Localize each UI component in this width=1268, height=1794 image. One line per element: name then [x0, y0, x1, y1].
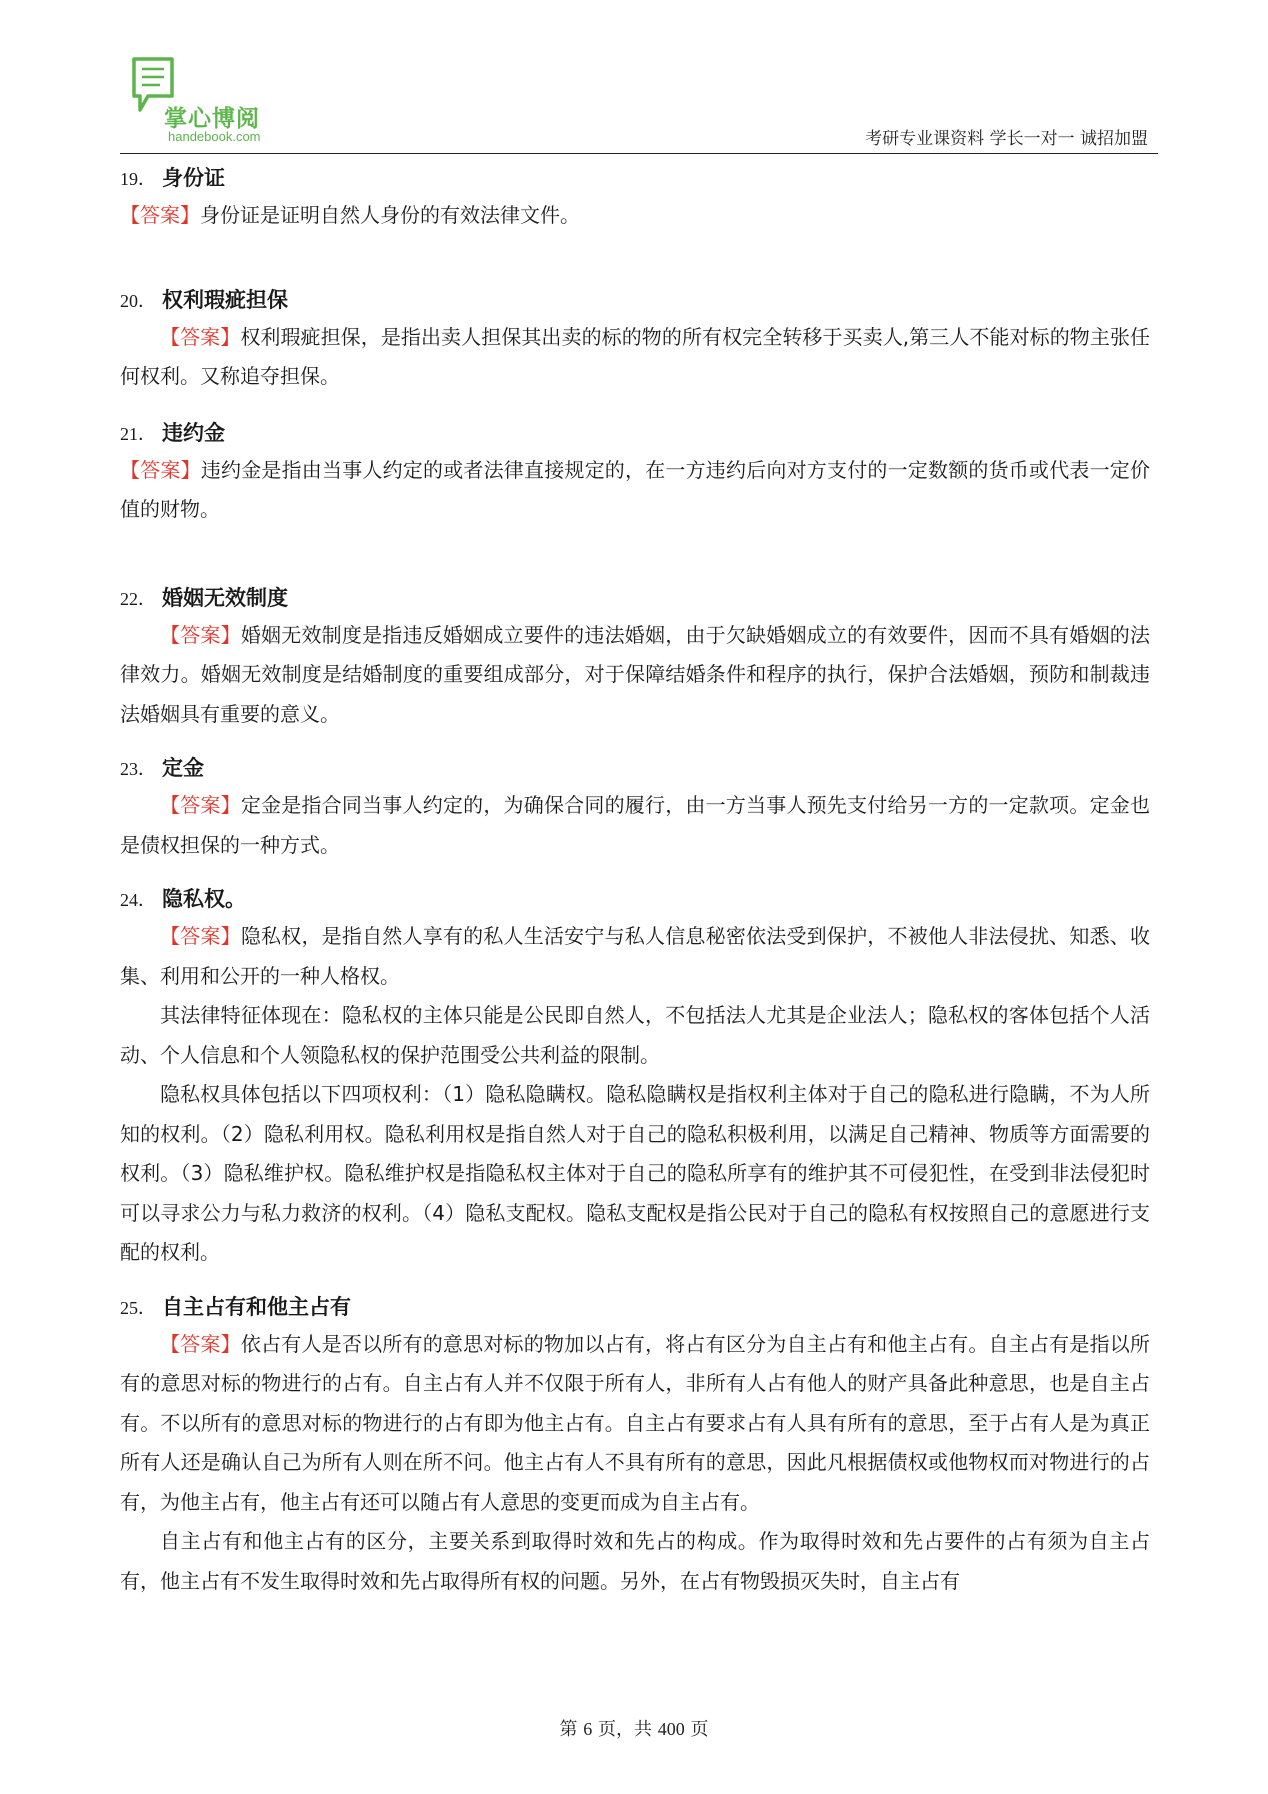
paragraph-text: 违约金是指由当事人约定的或者法律直接规定的，在一方违约后向对方支付的一定数额的货币或代表一定价值的财物。 [120, 457, 1151, 521]
entry-term: 违约金 [162, 420, 225, 445]
answer-label: 【答案】 [160, 1331, 241, 1356]
answer-label: 【答案】 [160, 793, 241, 817]
entry-20 [120, 282, 1150, 397]
body-paragraph: 自主占有和他主占有的区分，主要关系到取得时效和先占的构成。作为取得时效和先占要件的占有须为自主占有，他主占有不发生取得时效和先占取得所有权的问题。另外，在占有物毁损灭失时，自主占有 [120, 1529, 1150, 1593]
entry-19 [120, 160, 1150, 236]
paragraph-text: 隐私权，是指自然人享有的私人生活安宁与私人信息秘密依法受到保护，不被他人非法侵扰、知悉、收集、利用和公开的一种人格权。 [120, 924, 1151, 988]
paragraph-text: 婚姻无效制度是指违反婚姻成立要件的违法婚姻，由于欠缺婚姻成立的有效要件，因而不具有婚姻的法律效力。婚姻无效制度是结婚制度的重要组成部分，对于保障结婚条件和程序的执行，保护合法婚姻，预防和制裁违法婚姻具有重要的意义。 [120, 622, 1151, 726]
entry-21 [120, 415, 1150, 530]
paragraph-text: 权利瑕疵担保，是指出卖人担保其出卖的标的物的所有权完全转移于买卖人,第三人不能对标的物主张任何权利。又称追夺担保。 [120, 324, 1151, 388]
entry-number: 19． [120, 169, 156, 189]
body-paragraph: 其法律特征体现在：隐私权的主体只能是公民即自然人，不包括法人尤其是企业法人；隐私权的客体包括个人活动、个人信息和个人领隐私权的保护范围受公共利益的限制。 [120, 1003, 1150, 1067]
answer-paragraph [120, 451, 1150, 530]
entry-number: 21． [120, 423, 156, 444]
header-divider [120, 153, 1158, 154]
header-tagline: 考研专业课资料 学长一对一 诚招加盟 [865, 129, 1148, 149]
current-page-number: 6 [583, 1719, 593, 1739]
entry-number: 22． [120, 588, 156, 609]
entry-title [120, 282, 1150, 318]
entry-number: 20． [120, 290, 156, 311]
page-header [0, 0, 1268, 160]
body-paragraph: 隐私权具体包括以下四项权利：（1）隐私隐瞒权。隐私隐瞒权是指权利主体对于自己的隐私进行隐瞒，不为人所知的权利。（2）隐私利用权。隐私利用权是指自然人对于自己的隐私积极利用，以满足自己精神、物质等方面需要的权利。（3）隐私维护权。隐私维护权是指隐私权主体对于自己的隐私所享有的维护其不可侵犯性，在受到非法侵犯时可以寻求公力与私力救济的权利。（4）隐私支配权。隐私支配权是指公民对于自己的隐私有权按照自己的意愿进行支配的权利。 [120, 1082, 1150, 1264]
total-page-count: 400 [657, 1719, 685, 1739]
entry-number: 24． [120, 890, 156, 910]
logo [130, 56, 310, 146]
entry-title [120, 1289, 1150, 1325]
entry-24 [120, 881, 1150, 1273]
answer-label: 【答案】 [160, 924, 241, 948]
entry-title [120, 580, 1150, 616]
answer-label: 【答案】 [120, 457, 201, 482]
entry-term: 婚姻无效制度 [162, 585, 288, 610]
answer-paragraph [120, 917, 1150, 996]
logo-url: handebook.com [168, 129, 261, 144]
entry-25 [120, 1289, 1150, 1602]
paragraph-text: 身份证是证明自然人身份的有效法律文件。 [200, 203, 580, 227]
answer-paragraph [120, 786, 1150, 865]
entry-term: 权利瑕疵担保 [162, 287, 288, 312]
answer-label: 【答案】 [160, 324, 241, 349]
paragraph-text: 定金是指合同当事人约定的，为确保合同的履行，由一方当事人预先支付给另一方的一定款项。定金也是债权担保的一种方式。 [120, 793, 1151, 857]
entry-title [120, 160, 1150, 196]
answer-label: 【答案】 [120, 203, 200, 227]
logo-title: 掌心博阅 [164, 106, 260, 132]
entry-term: 身份证 [162, 166, 225, 190]
answer-paragraph [120, 1325, 1150, 1523]
paragraph-text: 依占有人是否以所有的意思对标的物加以占有，将占有区分为自主占有和他主占有。自主占有是指以所有的意思对标的物进行的占有。自主占有人并不仅限于所有人，非所有人占有他人的财产具备此种意思，也是自主占有。不以所有的意思对标的物进行的占有即为他主占有。自主占有要求占有人具有所有的意思，至于占有人是为真正所有人还是确认自己为所有人则在所不问。他主占有人不具有所有的意思，因此凡根据债权或他物权而对物进行的占有，为他主占有，他主占有还可以随占有人意思的变更而成为自主占有。 [120, 1331, 1151, 1514]
document-body [120, 160, 1150, 1601]
footer-middle: 页，共 [598, 1719, 652, 1740]
entry-number: 25． [120, 1297, 156, 1318]
entry-23 [120, 750, 1150, 865]
answer-paragraph [120, 318, 1150, 397]
entry-term: 定金 [162, 756, 204, 780]
answer-label: 【答案】 [160, 622, 241, 647]
entry-title [120, 415, 1150, 451]
footer-prefix: 第 [559, 1719, 578, 1740]
entry-title [120, 750, 1150, 786]
answer-paragraph [120, 196, 1150, 236]
entry-term: 自主占有和他主占有 [162, 1294, 351, 1319]
entry-term: 隐私权。 [162, 887, 246, 911]
page-footer [0, 1715, 1268, 1741]
entry-22 [120, 580, 1150, 735]
answer-paragraph [120, 616, 1150, 735]
entry-number: 23． [120, 759, 156, 779]
footer-suffix: 页 [690, 1719, 709, 1740]
entry-title [120, 881, 1150, 917]
